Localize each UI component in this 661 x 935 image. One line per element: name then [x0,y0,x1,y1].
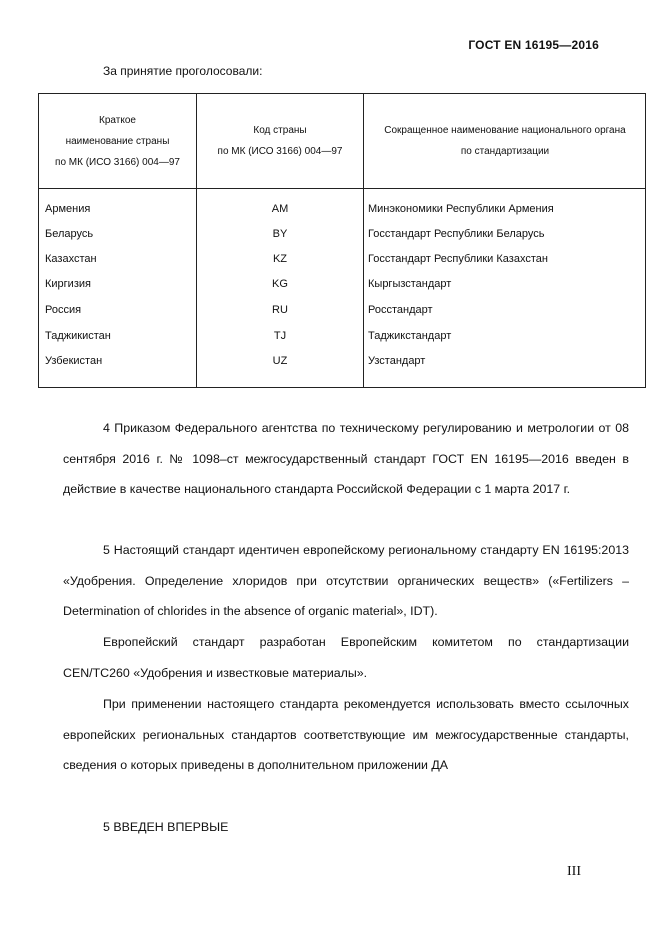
paragraph-developer: Европейский стандарт разработан Европейским комитетом по стандартизации CEN/TC260 «Удобрения и известковые материалы». [63,635,629,680]
country-name: Казахстан [45,253,97,265]
country-name: Беларусь [45,228,94,240]
country-name: Таджикистан [45,330,111,342]
paragraph-first-introduced: 5 ВВЕДЕН ВПЕРВЫЕ [103,820,229,834]
table-row [39,197,645,222]
voting-table [38,93,646,388]
country-code: BY [272,228,288,240]
table-row [39,272,645,297]
paragraph-adoption-order: 4 Приказом Федерального агентства по техническому регулированию и метрологии от 08 сентября 2016 г. № 1098–ст межгосударственный стандарт ГОСТ EN 16195—2016 введен в действие в качестве национального стандарта Российской Федерации с 1 марта 2017 г. [63,421,629,496]
table-row [39,324,645,349]
country-code: RU [272,304,288,316]
header-standards-body: Сокращенное наименование национального органа по стандартизации [384,125,626,157]
voting-intro: За принятие проголосовали: [103,64,263,78]
standards-body: Госстандарт Республики Казахстан [368,253,548,265]
header-country-name: Краткое наименование страны по МК (ИСО 3166) 004—97 [55,114,180,168]
country-code: KG [272,278,288,290]
country-name: Армения [45,203,91,215]
standards-body: Минэкономики Республики Армения [368,203,554,215]
table-row [39,298,645,323]
country-code: UZ [272,355,288,367]
paragraph-references: При применении настоящего стандарта рекомендуется использовать вместо ссылочных европейских региональных стандартов соответствующие им межгосударственные стандарты, сведения о которых приведены в дополнительном приложении ДА [63,697,629,772]
header-country-code: Код страны по МК (ИСО 3166) 004—97 [217,125,343,157]
standards-body: Госстандарт Республики Беларусь [368,228,545,240]
table-row [39,222,645,247]
standards-body: Кыргызстандарт [368,278,452,290]
table-row [39,349,645,374]
country-code: AM [271,203,289,215]
header-divider [39,188,645,189]
country-code: TJ [273,330,287,342]
standards-body: Таджикстандарт [368,330,452,342]
country-name: Россия [45,304,82,316]
paragraph-identity: 5 Настоящий стандарт идентичен европейскому региональному стандарту EN 16195:2013 «Удобрения. Определение хлоридов при отсутствии органических веществ» («Fertilizers – Determination of chlorides in the absence of organic material», IDT). [63,543,629,618]
document-code: ГОСТ EN 16195—2016 [468,38,599,52]
country-code: KZ [272,253,288,265]
country-name: Узбекистан [45,355,103,367]
page-number: III [567,864,581,879]
country-name: Киргизия [45,278,91,290]
standards-body: Узстандарт [368,355,426,367]
standards-body: Росстандарт [368,304,433,316]
table-row [39,247,645,272]
